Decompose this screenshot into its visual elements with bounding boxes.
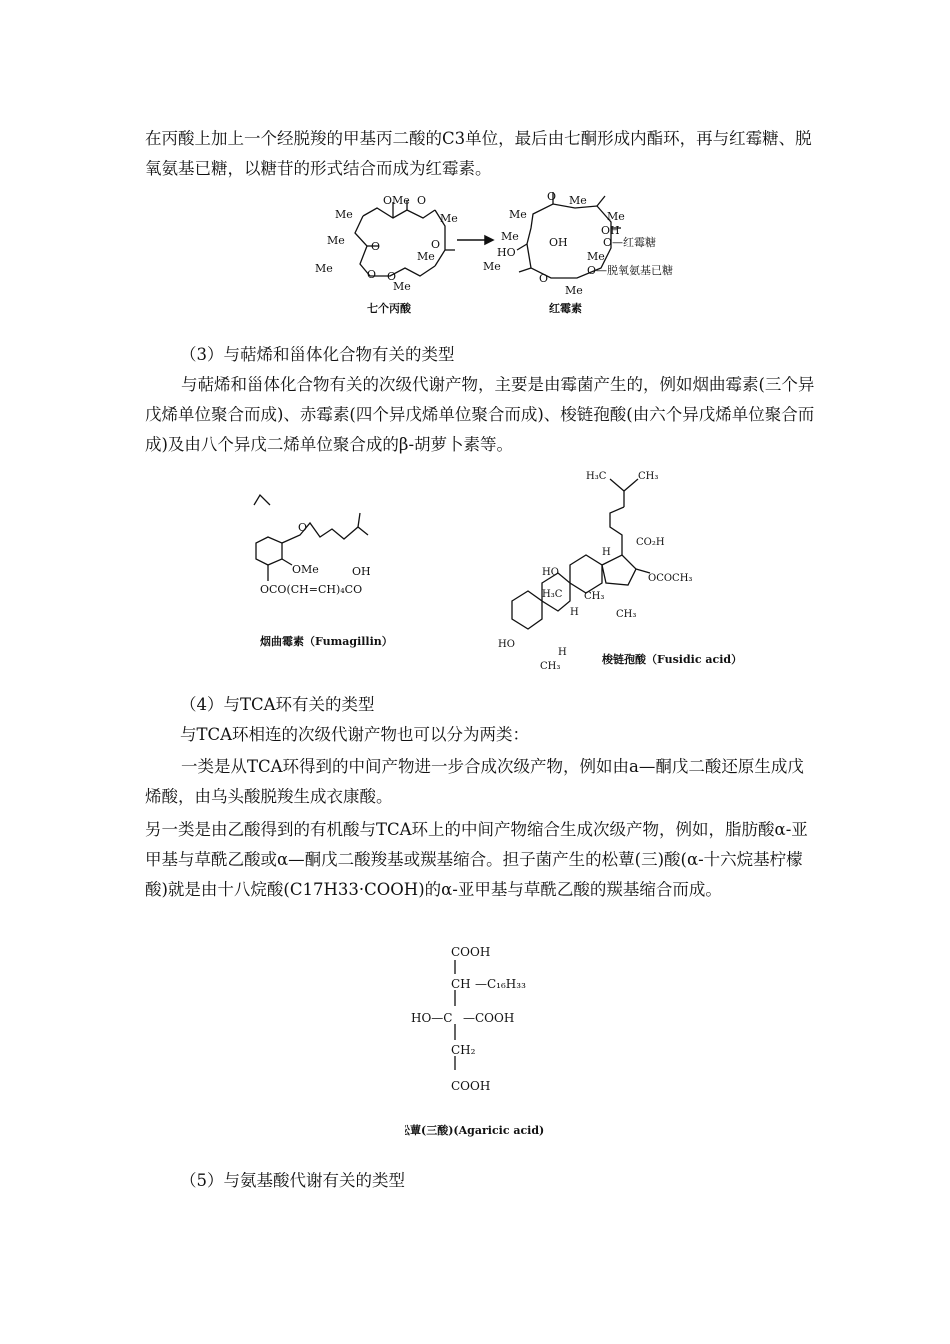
oh-label: OH [549, 236, 568, 249]
reaction-arrow [457, 236, 493, 244]
seven-propionate-caption: 七个丙酸 [367, 302, 411, 315]
oh-label: OH [352, 565, 371, 578]
o-label: O [371, 240, 381, 253]
o-label: O [298, 521, 308, 534]
figure-erythromycin [305, 188, 725, 318]
o-label: O [367, 268, 377, 281]
me-label: Me [607, 210, 625, 223]
fumagillin-caption: 烟曲霉素（Fumagillin） [260, 635, 393, 648]
me-label: Me [440, 212, 458, 225]
ho-c-label: HO—C [411, 1011, 453, 1025]
ch3-top-label: CH₃ [638, 471, 659, 482]
fusidic-acid-structure [512, 479, 650, 629]
ho-label: HO [498, 639, 515, 650]
paragraph-terpene: 与萜烯和甾体化合物有关的次级代谢产物，主要是由霉菌产生的，例如烟曲霉素(三个异戊烯单位聚合而成)、赤霉素(四个异戊烯单位聚合而成)、梭链孢酸(由六个异戊烯单位聚合而成)及由八个异戊二烯单位聚合成的β-胡萝卜素等。 [145, 375, 815, 454]
figure-agaricic-acid [405, 940, 625, 1140]
h-label: H [602, 547, 611, 558]
o-label: O [539, 272, 549, 285]
ch3-label: CH₃ [540, 661, 561, 672]
me-label: Me [417, 250, 435, 263]
me-label: Me [501, 230, 519, 243]
heading-tca: （4）与TCA环有关的类型 [180, 695, 375, 714]
heading-terpene: （3）与萜烯和甾体化合物有关的类型 [180, 345, 455, 364]
erythromycin-caption: 红霉素 [549, 302, 582, 315]
h-label: H [570, 607, 579, 618]
ome-label: OMe [383, 194, 410, 207]
cooh-bottom-label: COOH [451, 1079, 491, 1093]
me-label: Me [327, 234, 345, 247]
h3c-top-label: H₃C [586, 471, 607, 482]
me-label: Me [393, 280, 411, 293]
ch-label: CH [451, 977, 471, 991]
me-label: Me [509, 208, 527, 221]
o-label: O [387, 270, 397, 283]
h3c-label: H₃C [542, 589, 563, 600]
ho-label: HO [497, 246, 516, 259]
agaricic-caption: 松蕈(三酸)(Agaricic acid) [405, 1124, 545, 1137]
me-label: Me [483, 260, 501, 273]
oh-label: OH [601, 224, 620, 237]
me-label: Me [315, 262, 333, 275]
ch3-label: CH₃ [616, 609, 637, 620]
o-label: O [547, 190, 557, 203]
heading-amino-acid: （5）与氨基酸代谢有关的类型 [180, 1171, 405, 1190]
cooh-top-label: COOH [451, 945, 491, 959]
dash-cooh-label: —COOH [463, 1011, 515, 1025]
ococh3-label: OCOCH₃ [648, 573, 693, 584]
me-label: Me [569, 194, 587, 207]
paragraph-erythromycin: 在丙酸上加上一个经脱羧的甲基丙二酸的C3单位，最后由七酮形成内酯环，再与红霉糖、脱氧氨基已糖，以糖苷的形式结合而成为红霉素。 [145, 129, 812, 178]
c16h33-label: —C₁₆H₃₃ [475, 977, 526, 991]
ch2-label: CH₂ [451, 1043, 476, 1057]
paragraph-tca-type2: 另一类是由乙酸得到的有机酸与TCA环上的中间产物缩合生成次级产物，例如，脂肪酸α-亚甲基与草酰乙酸或α—酮戊二酸羧基或羰基缩合。担子菌产生的松蕈(三)酸(α-十六烷基柠檬酸)就是由十八烷酸(C17H33·COOH)的α-亚甲基与草酰乙酸的羰基缩合而成。 [145, 820, 808, 899]
sugar1-label: O—红霉糖 [603, 236, 657, 249]
co2h-label: CO₂H [636, 537, 665, 548]
chain-label: OCO(CH=CH)₄CO [260, 583, 363, 596]
fusidic-caption: 梭链孢酸（Fusidic acid） [602, 653, 743, 666]
figure-fumagillin-fusidic [240, 465, 760, 675]
sugar2-label: O—脱氧氨基已糖 [587, 264, 674, 277]
me-label: Me [335, 208, 353, 221]
o-label: O [431, 238, 441, 251]
ome-label: OMe [292, 563, 319, 576]
o-label: O [417, 194, 427, 207]
paragraph-tca-type1: 一类是从TCA环得到的中间产物进一步合成次级产物，例如由a—酮戊二酸还原生成戊烯酸，由乌头酸脱羧生成衣康酸。 [145, 757, 804, 806]
paragraph-tca-intro: 与TCA环相连的次级代谢产物也可以分为两类： [180, 725, 530, 744]
h-label: H [558, 647, 567, 658]
ch3-label: CH₃ [584, 591, 605, 602]
me-label: Me [587, 250, 605, 263]
me-label: Me [565, 284, 583, 297]
ho-label: HO [542, 567, 559, 578]
